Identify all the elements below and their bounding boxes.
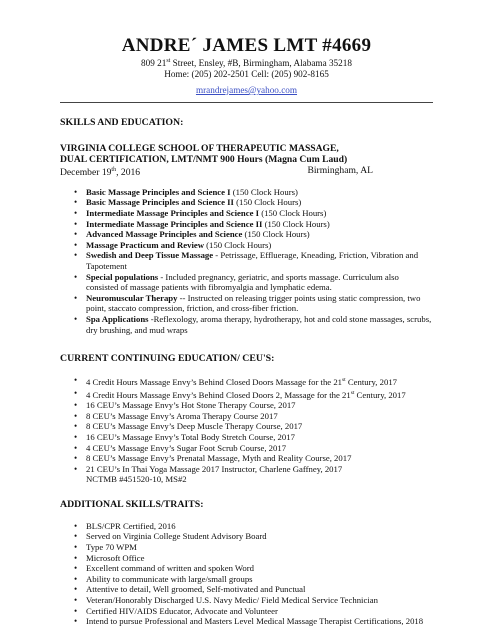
resume-header <box>60 0 433 98</box>
list-item: • Intermediate Massage Principles and Science II (150 Clock Hours) <box>86 219 433 230</box>
ceu-heading: CURRENT CONTINUING EDUCATION/ CEU'S: <box>60 353 275 365</box>
list-item: • Basic Massage Principles and Science II (150 Clock Hours) <box>86 197 433 208</box>
graduation-date: December 19th, 2016 <box>60 167 141 179</box>
list-item: • Massage Practicum and Review (150 Clock Hours) <box>86 240 433 251</box>
list-item: • Intend to pursue Professional and Masters Level Medical Massage Therapist Certifications, 2018 <box>86 616 433 627</box>
list-item: • 4 Credit Hours Massage Envy’s Behind Closed Doors Massage for the 21st Century, 2017 <box>86 375 433 387</box>
list-item: • Ability to communicate with large/small groups <box>86 574 433 585</box>
address-line: 809 21st Street, Ensley, #B, Birmingham, Alabama 35218 <box>141 58 352 69</box>
list-item: • Veteran/Honorably Discharged U.S. Navy Medic/ Field Medical Service Technician <box>86 595 433 606</box>
ceu-list <box>60 375 433 485</box>
list-item: • Intermediate Massage Principles and Science I (150 Clock Hours) <box>86 208 433 219</box>
email-link[interactable]: mrandrejames@yahoo.com <box>195 85 298 96</box>
list-item: • 8 CEU’s Massage Envy’s Deep Muscle Therapy Course, 2017 <box>86 421 433 432</box>
list-item: • BLS/CPR Certified, 2016 <box>86 521 433 532</box>
list-item: • Type 70 WPM <box>86 542 433 553</box>
list-item: • 21 CEU’s In Thai Yoga Massage 2017 Instructor, Charlene Gaffney, 2017 NCTMB #451520-10, MS#2 <box>86 464 433 485</box>
phone-line: Home: (205) 202-2501 Cell: (205) 902-8165 <box>164 69 329 80</box>
list-item: • 4 CEU’s Massage Envy’s Sugar Foot Scrub Course, 2017 <box>86 443 433 454</box>
list-item: • Basic Massage Principles and Science I (150 Clock Hours) <box>86 187 433 198</box>
graduation-row <box>60 165 433 178</box>
school-location: Birmingham, AL <box>307 165 373 177</box>
list-item: • 8 CEU’s Massage Envy’s Prenatal Massage, Myth and Reality Course, 2017 <box>86 453 433 464</box>
list-item: • Special populations - Included pregnancy, geriatric, and sports massage. Curriculum also consisted of massage patients with fibromyalgia and lymphatic edema. <box>86 272 433 293</box>
school-line-2: DUAL CERTIFICATION, LMT/NMT 900 Hours (Magna Cum Laud) <box>60 154 348 166</box>
list-item: • Advanced Massage Principles and Science (150 Clock Hours) <box>86 229 433 240</box>
skills-heading: SKILLS AND EDUCATION: <box>60 117 184 129</box>
additional-list <box>60 521 433 627</box>
school-line-1: VIRGINIA COLLEGE SCHOOL OF THERAPEUTIC MASSAGE, <box>60 143 339 155</box>
additional-heading: ADDITIONAL SKILLS/TRAITS: <box>60 498 204 510</box>
list-item: • Swedish and Deep Tissue Massage - Petrissage, Effluerage, Kneading, Friction, Vibration and Tapotement <box>86 250 433 271</box>
list-item: • Microsoft Office <box>86 553 433 564</box>
list-item: • Neuromuscular Therapy -- Instructed on releasing trigger points using static compression, two point, staccato compression, friction, and cross-fiber friction. <box>86 293 433 314</box>
list-item: • Served on Virginia College Student Advisory Board <box>86 531 433 542</box>
list-item: • Excellent command of written and spoken Word <box>86 563 433 574</box>
list-item: • Attentive to detail, Well groomed, Self-motivated and Punctual <box>86 584 433 595</box>
list-item: • 8 CEU’s Massage Envy’s Aroma Therapy Course 2017 <box>86 411 433 422</box>
course-list <box>60 187 433 335</box>
list-item: • Spa Applications -Reflexology, aroma therapy, hydrotherapy, hot and cold stone massages, scrubs, dry brushing, and mud wraps <box>86 314 433 335</box>
ncmtb-number: NCTMB #451520-10, MS#2 <box>86 474 187 485</box>
list-item: • 16 CEU’s Massage Envy’s Hot Stone Therapy Course, 2017 <box>86 400 433 411</box>
list-item: • Certified HIV/AIDS Educator, Advocate and Volunteer <box>86 606 433 617</box>
list-item: • 4 Credit Hours Massage Envy’s Behind Closed Doors 2, Massage for the 21st Century, 2017 <box>86 388 433 400</box>
list-item: • 16 CEU’s Massage Envy’s Total Body Stretch Course, 2017 <box>86 432 433 443</box>
candidate-name: ANDRE´ JAMES LMT #4669 <box>121 35 372 56</box>
